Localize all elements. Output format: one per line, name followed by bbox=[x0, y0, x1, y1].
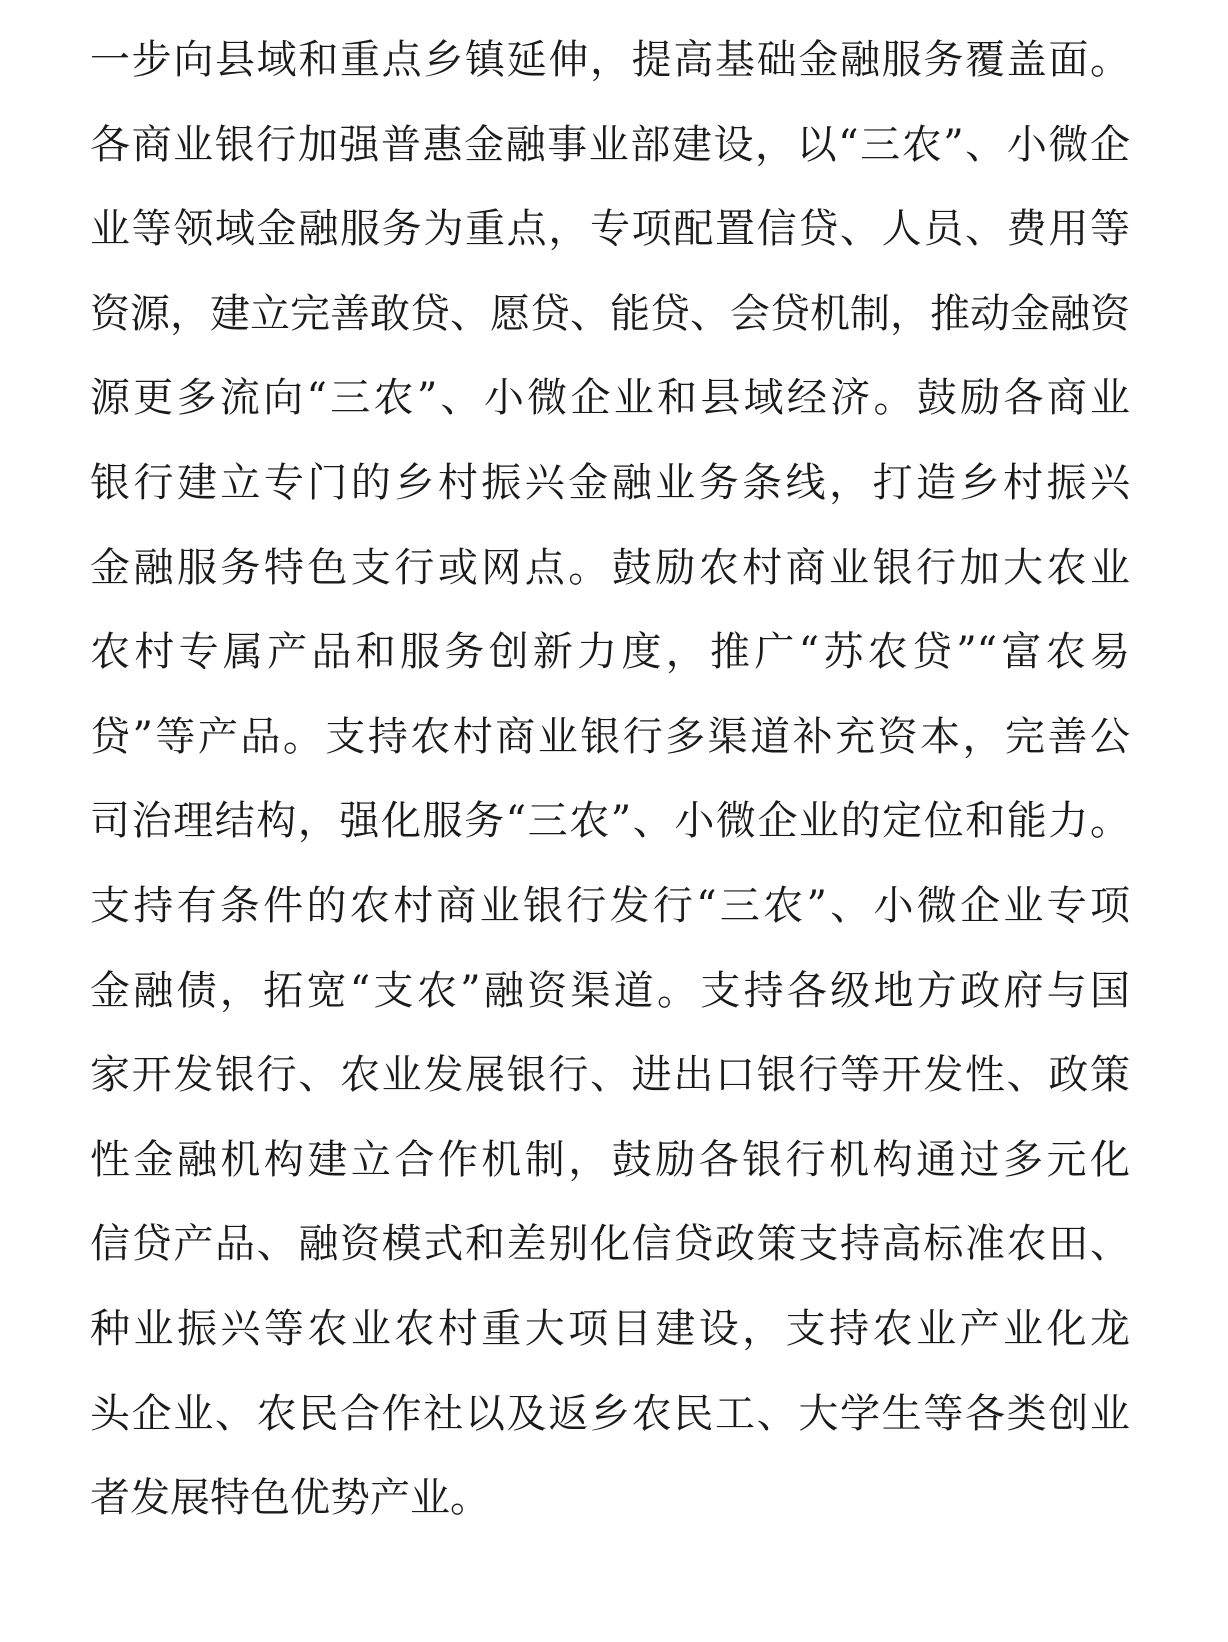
text-line: 性金融机构建立合作机制，鼓励各银行机构通过多元化 bbox=[90, 1136, 1130, 1183]
text-line: 各商业银行加强普惠金融事业部建设，以“三农”、小微企 bbox=[90, 121, 1130, 168]
text-line: 银行建立专门的乡村振兴金融业务条线，打造乡村振兴 bbox=[90, 459, 1130, 506]
body-text bbox=[90, 18, 1130, 1541]
text-line: 资源，建立完善敢贷、愿贷、能贷、会贷机制，推动金融资 bbox=[90, 290, 1130, 337]
text-line: 农村专属产品和服务创新力度，推广“苏农贷”“富农易 bbox=[90, 629, 1130, 676]
text-line: 种业振兴等农业农村重大项目建设，支持农业产业化龙 bbox=[90, 1305, 1130, 1352]
text-line: 金融债，拓宽“支农”融资渠道。支持各级地方政府与国 bbox=[90, 967, 1130, 1014]
text-line: 头企业、农民合作社以及返乡农民工、大学生等各类创业 bbox=[90, 1390, 1130, 1437]
text-line: 支持有条件的农村商业银行发行“三农”、小微企业专项 bbox=[90, 882, 1130, 929]
text-line: 家开发银行、农业发展银行、进出口银行等开发性、政策 bbox=[90, 1052, 1130, 1099]
text-line: 一步向县域和重点乡镇延伸，提高基础金融服务覆盖面。 bbox=[90, 37, 1130, 83]
text-line: 信贷产品、融资模式和差别化信贷政策支持高标准农田、 bbox=[90, 1221, 1130, 1268]
text-line: 业等领域金融服务为重点，专项配置信贷、人员、费用等 bbox=[90, 206, 1130, 253]
text-line: 源更多流向“三农”、小微企业和县域经济。鼓励各商业 bbox=[90, 375, 1130, 422]
text-line: 贷”等产品。支持农村商业银行多渠道补充资本，完善公 bbox=[90, 713, 1130, 760]
text-line: 司治理结构，强化服务“三农”、小微企业的定位和能力。 bbox=[90, 798, 1130, 845]
text-line: 金融服务特色支行或网点。鼓励农村商业银行加大农业 bbox=[90, 544, 1130, 591]
text-line: 者发展特色优势产业。 bbox=[90, 1475, 490, 1522]
